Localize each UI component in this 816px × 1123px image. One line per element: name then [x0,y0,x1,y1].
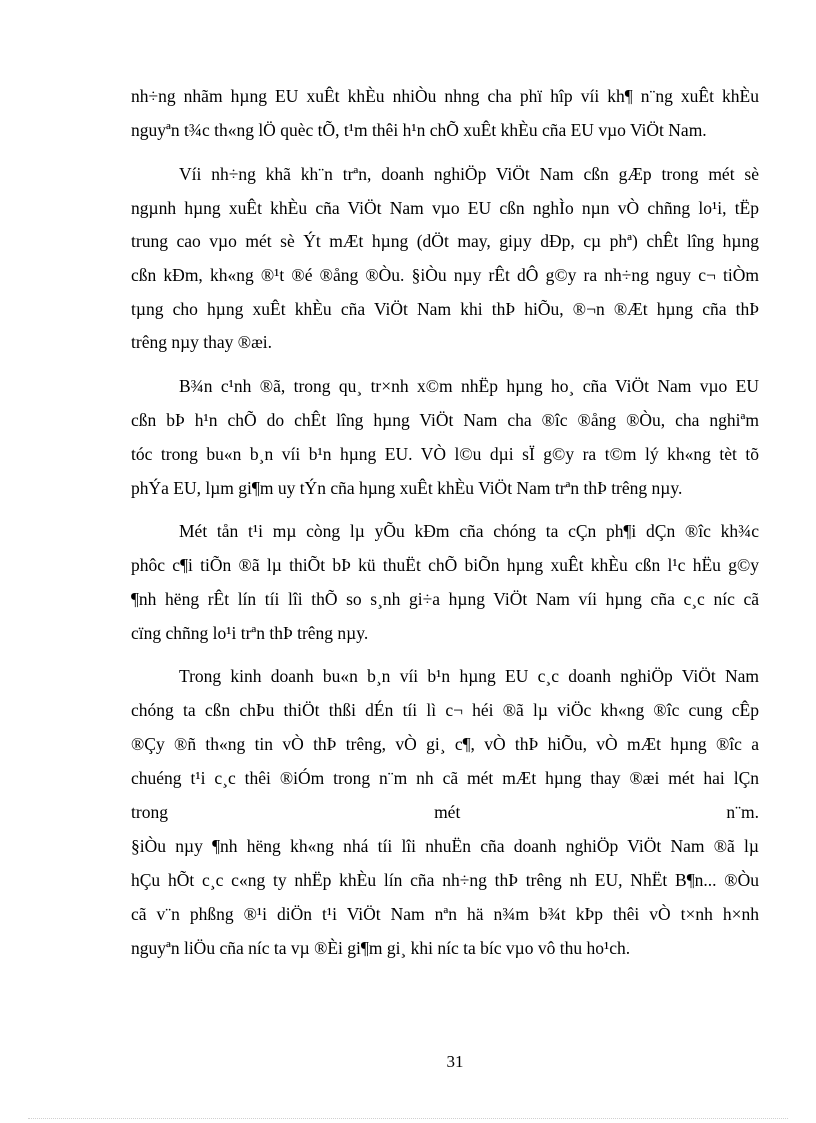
body-text-line: tóc trong bu«n b¸n víi b¹n hµng EU. VÒ l©u dµi sÏ g©y ra t©m lý kh«ng tèt tõ [131,444,759,464]
body-text-line: cïng chñng lo¹i trªn thÞ trêng nµy. [131,623,369,643]
body-text-line: nh÷ng nhãm hµng EU xuÊt khÈu nhiÒu nhng cha phï hîp víi kh¶ n¨ng xuÊt khÈu [131,86,759,106]
body-text-line: ngµnh hµng xuÊt khÈu cña ViÖt Nam vµo EU cßn nghÌo nµn vÒ chñng lo¹i, tËp [131,198,759,218]
body-text-line: B¾n c¹nh ®ã, trong qu¸ tr×nh x©m nhËp hµng ho¸ cña ViÖt Nam vµo EU [179,376,759,396]
body-text-line: Víi nh÷ng khã kh¨n trªn, doanh nghiÖp ViÖt Nam cßn gÆp trong mét sè [179,164,759,184]
body-text-line: hÇu hÕt c¸c c«ng ty nhËp khÈu lín cña nh÷ng thÞ trêng nh EU, NhËt B¶n... ®Òu [131,870,759,890]
body-text-line: ®Çy ®ñ th«ng tin vÒ thÞ trêng, vÒ gi¸ c¶, vÒ thÞ hiÕu, vÒ mÆt hµng ®îc a [131,734,759,754]
body-text-line: chuéng t¹i c¸c thêi ®iÓm trong n¨m nh cã mét mÆt hµng thay ®æi mét hai lÇn [131,768,759,788]
body-text-line: Trong kinh doanh bu«n b¸n víi b¹n hµng EU c¸c doanh nghiÖp ViÖt Nam [179,666,759,686]
body-text-line: cßn bÞ h¹n chÕ do chÊt lîng hµng ViÖt Nam cha ®îc ®ång ®Òu, cha nghiªm [131,410,759,430]
body-text-line: tµng cho hµng xuÊt khÈu cña ViÖt Nam khi thÞ hiÕu, ®¬n ®Æt hµng cña thÞ [131,299,759,319]
body-text-line: ¶nh hëng rÊt lín tíi lîi thÕ so s¸nh gi÷a hµng ViÖt Nam víi hµng cña c¸c níc cã [131,589,759,609]
body-text-line: cßn kÐm, kh«ng ®¹t ®é ®ång ®Òu. §iÒu nµy rÊt dÔ g©y ra nh÷ng nguy c¬ tiÒm [131,265,759,285]
page-number: 31 [446,1052,464,1071]
body-text-line: trung cao vµo mét sè Ýt mÆt hµng (dÖt may, giµy dÐp, cµ phª) chÊt lîng hµng [131,231,759,251]
footer-divider [28,1118,788,1119]
body-text-line: cã v¨n phßng ®¹i diÖn t¹i ViÖt Nam nªn hä n¾m b¾t kÞp thêi vÒ t×nh h×nh [131,904,759,924]
body-text-line: phôc c¶i tiÕn ®ã lµ thiÕt bÞ kü thuËt chÕ biÕn hµng xuÊt khÈu cßn l¹c hËu g©y [131,555,759,575]
body-text-line: Mét tån t¹i mµ còng lµ yÕu kÐm cña chóng ta cÇn ph¶i dÇn ®îc kh¾c [179,521,759,541]
body-text-line: chóng ta cßn chÞu thiÖt thßi dÉn tíi lì c¬ héi ®ã lµ viÖc kh«ng ®îc cung cÊp [131,700,759,720]
body-text-line: trêng nµy thay ®æi. [131,332,272,352]
body-text-line: nguyªn liÖu cña níc ta vµ ®Èi gi¶m gi¸ khi níc ta bíc vµo vô thu ho¹ch. [131,938,631,958]
body-text-line: phÝa EU, lµm gi¶m uy tÝn cña hµng xuÊt khÈu ViÖt Nam trªn thÞ trêng nµy. [131,478,683,498]
body-text-line: nguyªn t¾c th«ng lÖ quèc tÕ, t¹m thêi h¹n chÕ xuÊt khÈu cña EU vµo ViÖt Nam. [131,120,707,140]
body-text-line: §iÒu nµy ¶nh hëng kh«ng nhá tíi lîi nhuËn cña doanh nghiÖp ViÖt Nam ®ã lµ [131,836,759,856]
body-text-line: trong mét n¨m. [131,802,759,822]
